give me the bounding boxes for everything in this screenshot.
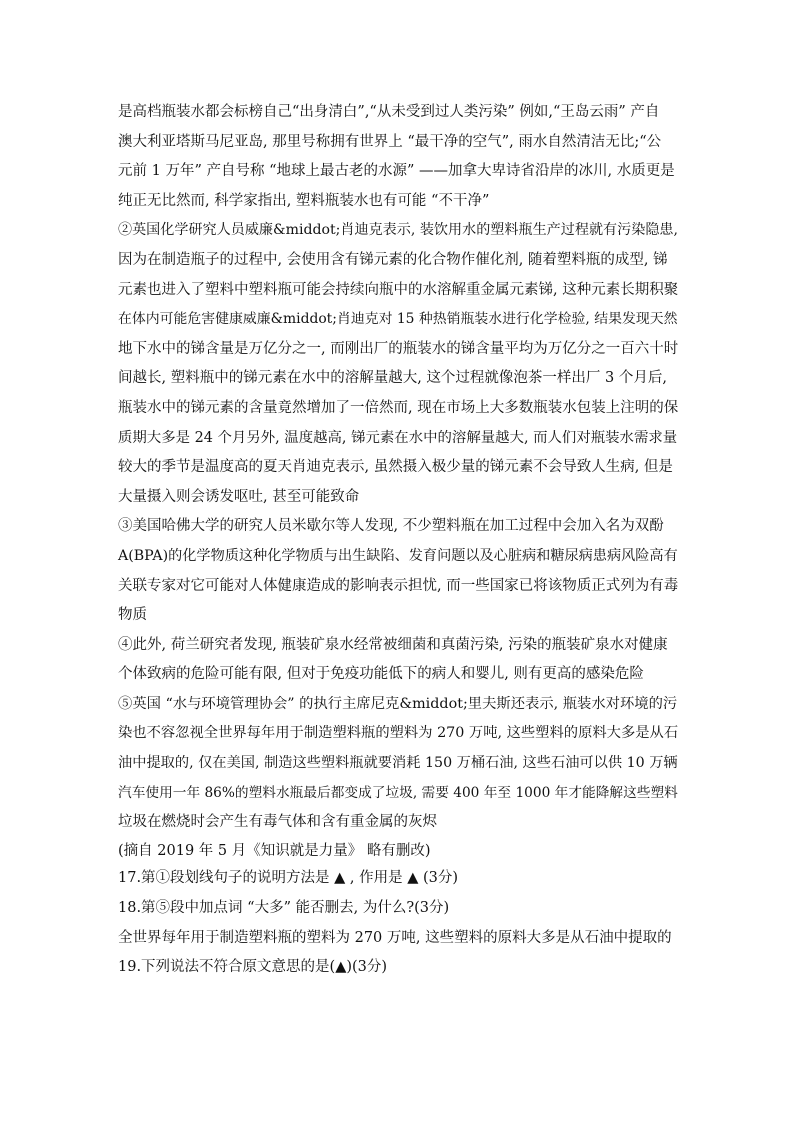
text-line: 是高档瓶装水都会标榜自己“出身清白”,“从未受到过人类污染” 例如,“王岛云雨” 产自 [118,104,660,120]
source-citation: (摘自 2019 年 5 月《知识就是力量》 略有删改) [118,842,431,859]
question-19: 19.下列说法不符合原文意思的是(▲)(3分) [118,959,388,976]
text-line: A(BPA)的化学物质这种化学物质与出生缺陷、发育问题以及心脏病和糖尿病患病风险高有 [118,547,678,564]
text-line: 地下水中的锑含量是万亿分之一, 而刚出厂的瓶装水的锑含量平均为万亿分之一百六十时 [118,340,679,357]
text-line: 大量摄入则会诱发呕吐, 甚至可能致命 [118,488,360,505]
text-line: 因为在制造瓶子的过程中, 会使用含有锑元素的化合物作催化剂, 随着塑料瓶的成型, 锑 [118,251,668,268]
text-line: 澳大利亚塔斯马尼亚岛, 那里号称拥有世界上 “最干净的空气”, 雨水自然清洁无比;“公 [118,133,662,150]
text-line: 在体内可能危害健康威廉&middot;肖迪克对 15 种热销瓶装水进行化学检验, 结果发现天然 [118,311,678,328]
text-line: 纯正无比然而, 科学家指出, 塑料瓶装水也有可能 “不干净” [118,192,490,209]
text-line: 染也不容忽视全世界每年用于制造塑料瓶的塑料为 270 万吨, 这些塑料的原料大多是从石 [118,725,679,742]
text-line: 元素也进入了塑料中塑料瓶可能会持续向瓶中的水溶解重金属元素锑, 这种元素长期积聚 [118,281,679,298]
text-line: 个体致病的危险可能有限, 但对于免疫功能低下的病人和婴儿, 则有更高的感染危险 [118,666,644,683]
text-line: 物质 [118,607,147,624]
text-line: 汽车使用一年 86%的塑料水瓶最后都变成了垃圾, 需要 400 年至 1000 年才能降解这些塑料 [118,784,678,801]
answer-18: 全世界每年用于制造塑料瓶的塑料为 270 万吨, 这些塑料的原料大多是从石油中提取的 [118,929,672,946]
text-line: 油中提取的, 仅在美国, 制造这些塑料瓶就要消耗 150 万桶石油, 这些石油可以供 10 万辆 [118,755,678,772]
paragraph-3-line: ③美国哈佛大学的研究人员米歇尔等人发现, 不少塑料瓶在加工过程中会加入名为双酚 [118,518,664,535]
paragraph-5-line: ⑤英国 “水与环境管理协会” 的执行主席尼克&middot;里夫斯还表示, 瓶装水对环境的污 [118,695,678,712]
document-body [118,98,678,983]
text-line: 垃圾在燃烧时会产生有毒气体和含有重金属的灰烬 [118,814,437,831]
paragraph-2-line: ②英国化学研究人员威廉&middot;肖迪克表示, 装饮用水的塑料瓶生产过程就有污染隐患, [118,222,678,239]
paragraph-4-line: ④此外, 荷兰研究者发现, 瓶装矿泉水经常被细菌和真菌污染, 污染的瓶装矿泉水对健康 [118,636,668,653]
question-17: 17.第①段划线句子的说明方法是 ▲ , 作用是 ▲ (3分) [118,870,459,887]
text-line: 元前 1 万年” 产自号称 “地球上最古老的水源” ——加拿大卑诗省沿岸的冰川, 水质更是 [118,163,675,180]
text-line: 间越长, 塑料瓶中的锑元素在水中的溶解量越大, 这个过程就像泡茶一样出厂 3 个月后, [118,370,667,387]
text-line: 关联专家对它可能对人体健康造成的影响表示担忧, 而一些国家已将该物质正式列为有毒 [118,577,679,594]
question-18: 18.第⑤段中加点词 “大多” 能否删去, 为什么?(3分) [118,899,450,916]
text-line: 瓶装水中的锑元素的含量竟然增加了一倍然而, 现在市场上大多数瓶装水包装上注明的保 [118,399,679,416]
text-line: 质期大多是 24 个月另外, 温度越高, 锑元素在水中的溶解量越大, 而人们对瓶装水需求量 [118,429,678,446]
text-line: 较大的季节是温度高的夏天肖迪克表示, 虽然摄入极少量的锑元素不会导致人生病, 但是 [118,459,673,476]
